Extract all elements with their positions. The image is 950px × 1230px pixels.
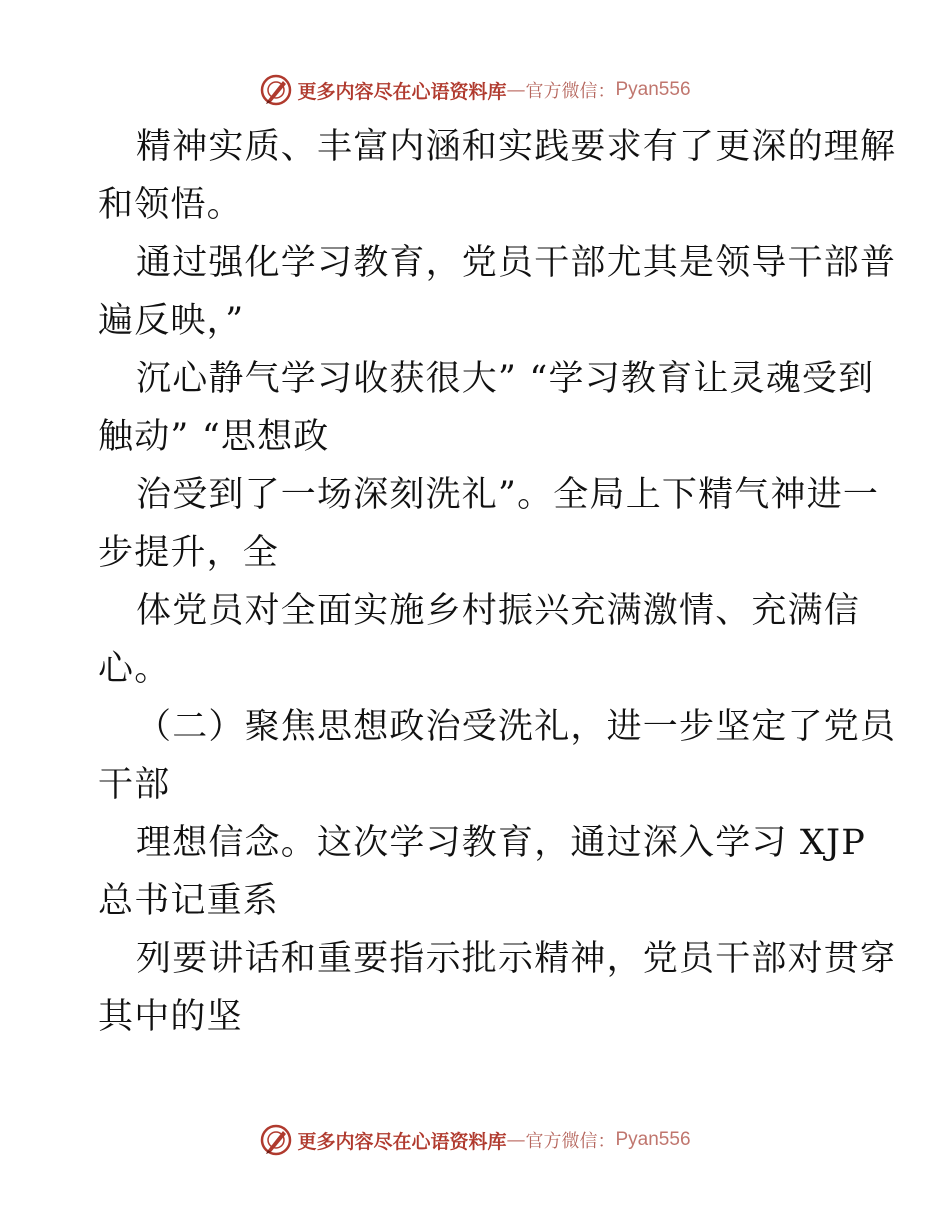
watermark-site-text: 更多内容尽在心语资料库 [297,1130,507,1153]
watermark-wechat-id: Pyan556 [615,1129,691,1150]
text-line: 步提升，全 [98,533,280,573]
watermark-site-text: 更多内容尽在心语资料库 [297,80,507,103]
text-line: 通过强化学习教育，党员干部尤其是领导干部普 [136,243,897,283]
watermark-wechat-label: 官方微信： [525,81,616,102]
watermark-separator: — [506,79,526,101]
text-line: 总书记重系 [98,881,280,921]
text-line: 触动” “思想政 [98,417,330,457]
text-line: 精神实质、丰富内涵和实践要求有了更深的理解 [136,127,897,167]
watermark-wechat-id: Pyan556 [615,79,691,100]
text-line: 其中的坚 [98,997,243,1037]
text-line: （二）聚焦思想政治受洗礼，进一步坚定了党员 [136,707,897,747]
footer-watermark [0,1120,950,1160]
text-line: 治受到了一场深刻洗礼”。全局上下精气神进一 [136,475,880,515]
text-line: 沉心静气学习收获很大” “学习教育让灵魂受到 [136,359,875,399]
document-body [98,118,897,1046]
watermark-wechat-label: 官方微信： [525,1131,616,1152]
text-line: 体党员对全面实施乡村振兴充满激情、充满信 [136,591,861,631]
text-line: 干部 [98,765,171,805]
header-watermark [0,70,950,110]
pen-logo-icon [259,73,293,107]
pen-logo-icon [259,1123,293,1157]
watermark-separator: — [506,1129,526,1151]
text-line: 和领悟。 [98,185,243,225]
text-line: 理想信念。这次学习教育，通过深入学习 XJP [136,823,867,863]
text-line: 心。 [98,649,171,689]
text-line: 列要讲话和重要指示批示精神，党员干部对贯穿 [136,939,897,979]
text-line: 遍反映，” [98,301,245,341]
